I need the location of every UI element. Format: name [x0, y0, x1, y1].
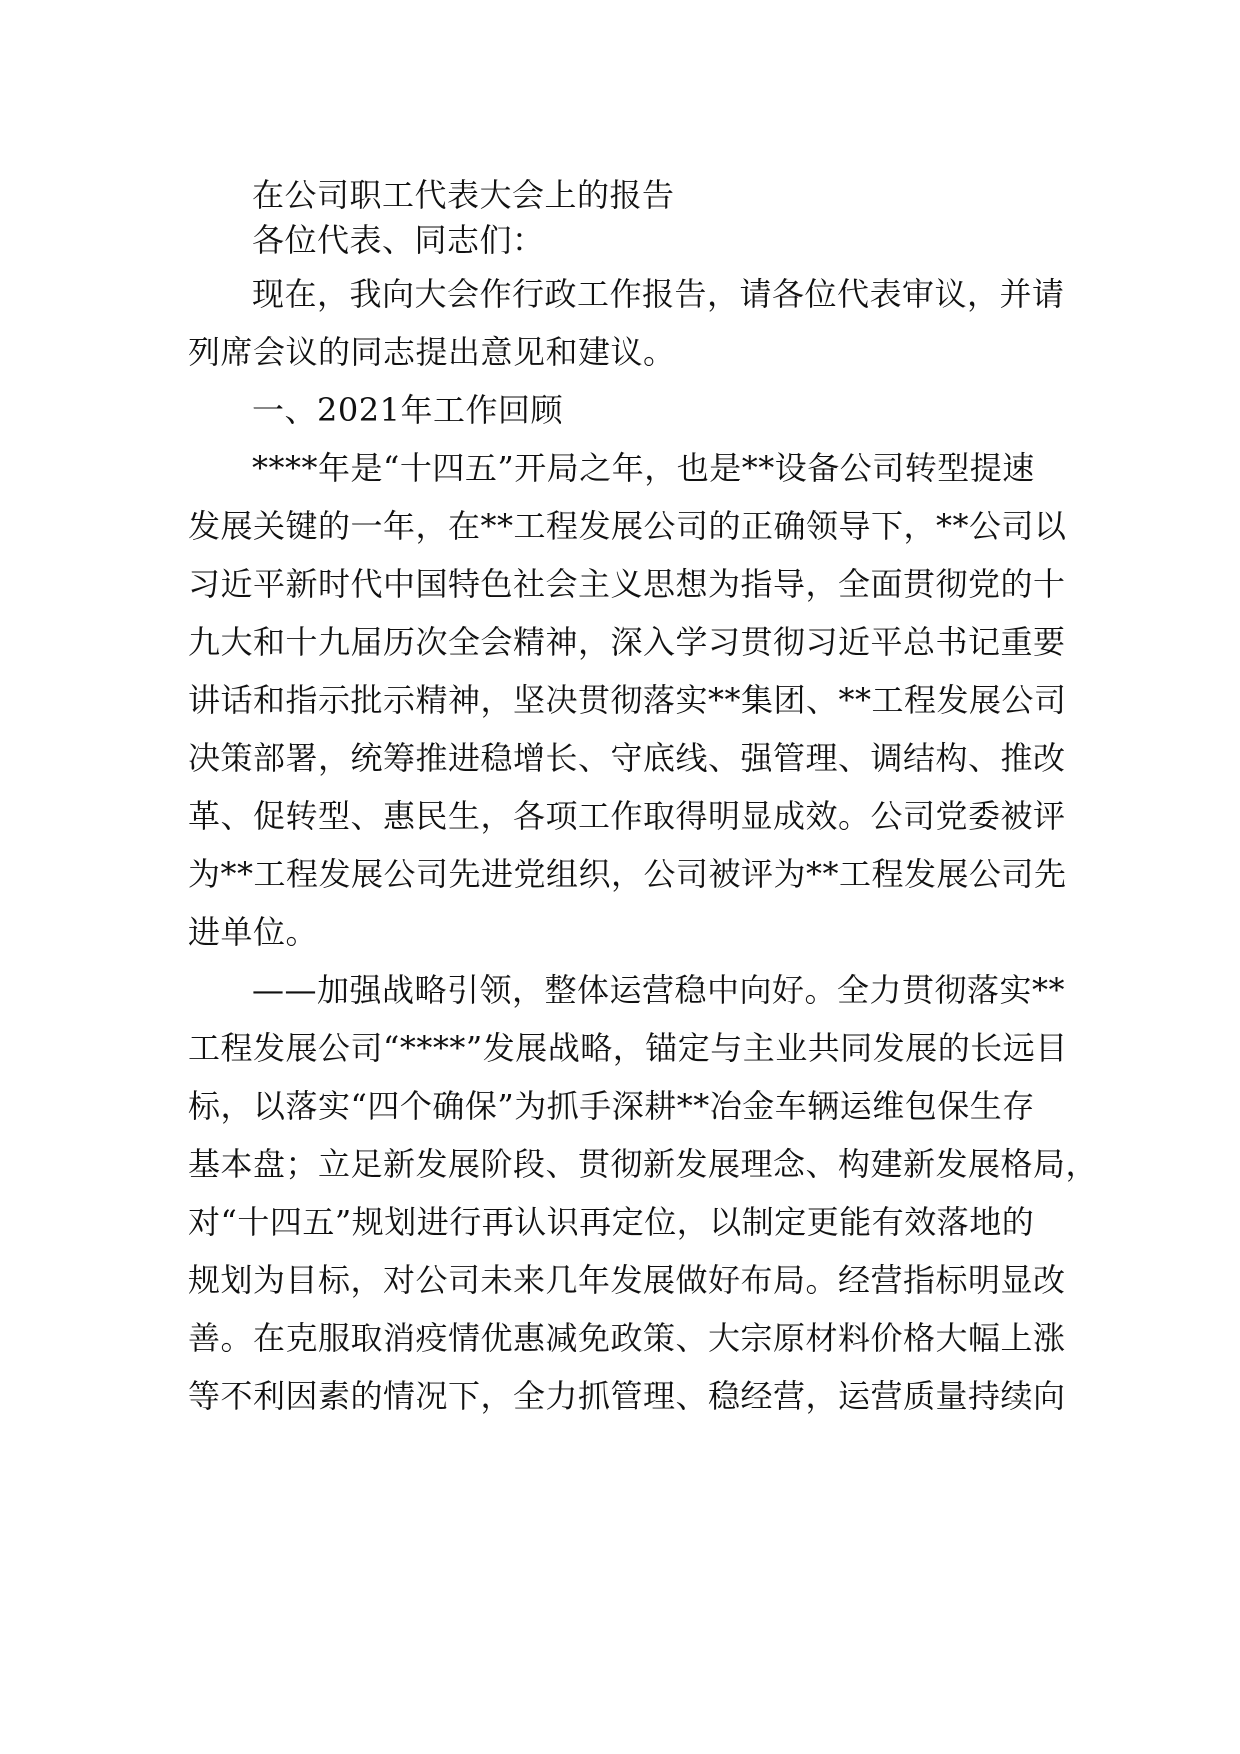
paragraph-line: 为**工程发展公司先进党组织，公司被评为**工程发展公司先 — [188, 855, 1067, 893]
paragraph-line: 对“十四五”规划进行再认识再定位，以制定更能有效落地的 — [188, 1203, 1035, 1241]
paragraph-line: 九大和十九届历次全会精神，深入学习贯彻习近平总书记重要 — [188, 623, 1066, 661]
paragraph-line: 发展关键的一年，在**工程发展公司的正确领导下，**公司以 — [188, 507, 1067, 545]
paragraph-line: 决策部署，统筹推进稳增长、守底线、强管理、调结构、推改 — [188, 739, 1066, 777]
document-title: 在公司职工代表大会上的报告 — [252, 176, 675, 214]
paragraph-line: 讲话和指示批示精神，坚决贯彻落实**集团、**工程发展公司 — [188, 681, 1067, 719]
paragraph-line: 现在，我向大会作行政工作报告，请各位代表审议，并请 — [252, 275, 1065, 313]
paragraph-line: ****年是“十四五”开局之年，也是**设备公司转型提速 — [252, 449, 1035, 487]
paragraph-line: ——加强战略引领，整体运营稳中向好。全力贯彻落实** — [252, 971, 1066, 1009]
paragraph-line: 等不利因素的情况下，全力抓管理、稳经营，运营质量持续向 — [188, 1377, 1066, 1415]
paragraph-line: 善。在克服取消疫情优惠减免政策、大宗原材料价格大幅上涨 — [188, 1319, 1066, 1357]
paragraph-line: 工程发展公司“****”发展战略，锚定与主业共同发展的长远目 — [188, 1029, 1068, 1067]
paragraph-line: 进单位。 — [188, 913, 319, 951]
paragraph-line: 革、促转型、惠民生，各项工作取得明显成效。公司党委被评 — [188, 797, 1066, 835]
section-heading: 一、2021年工作回顾 — [252, 391, 563, 429]
salutation: 各位代表、同志们： — [252, 221, 545, 259]
paragraph-line: 基本盘；立足新发展阶段、贯彻新发展理念、构建新发展格局， — [188, 1145, 1099, 1183]
paragraph-line: 习近平新时代中国特色社会主义思想为指导，全面贯彻党的十 — [188, 565, 1066, 603]
paragraph-line: 标，以落实“四个确保”为抓手深耕**冶金车辆运维包保生存 — [188, 1087, 1035, 1125]
paragraph-line: 规划为目标，对公司未来几年发展做好布局。经营指标明显改 — [188, 1261, 1066, 1299]
paragraph-line: 列席会议的同志提出意见和建议。 — [188, 333, 676, 371]
